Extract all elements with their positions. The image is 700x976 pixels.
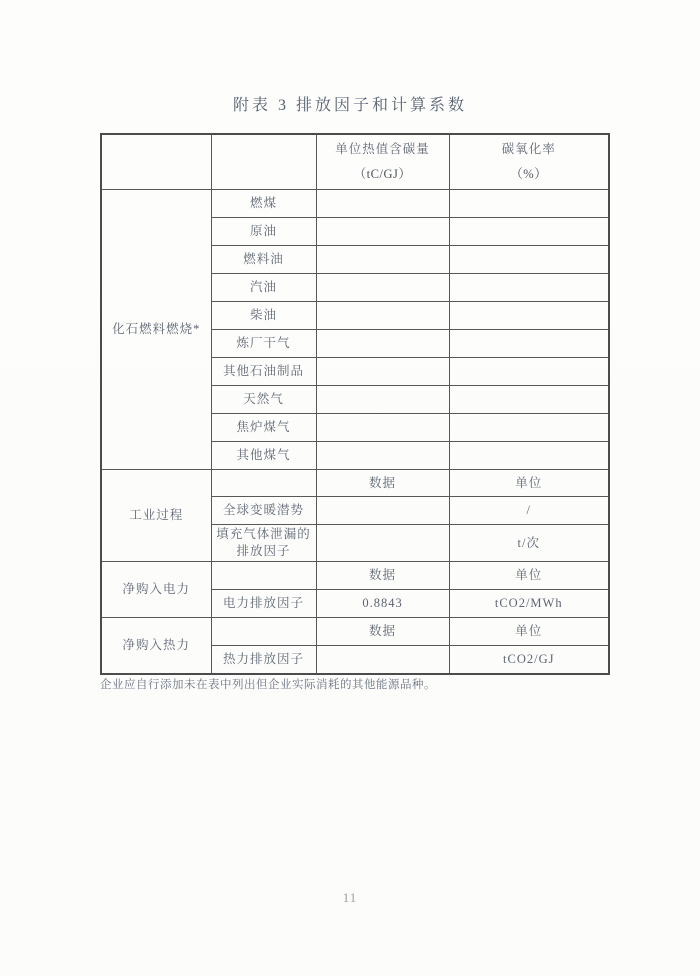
page-title: 附表 3 排放因子和计算系数: [232, 97, 467, 114]
fuel-label: 其他石油制品: [211, 358, 316, 386]
section-label-purchased-heat: 净购入热力: [101, 618, 211, 674]
item-label-cell: [211, 562, 316, 590]
carbon-content-cell: [316, 358, 449, 386]
fuel-label: 炼厂干气: [211, 330, 316, 358]
oxidation-rate-cell: [449, 246, 609, 274]
unit-cell: /: [449, 497, 609, 525]
fuel-label: 天然气: [211, 386, 316, 414]
carbon-content-header: [319, 135, 447, 189]
col-header-oxidation-rate: [449, 134, 609, 190]
carbon-content-cell: [316, 274, 449, 302]
oxidation-rate-cell: [449, 414, 609, 442]
data-cell: [316, 525, 449, 562]
carbon-content-cell: [316, 218, 449, 246]
data-subheader: 数据: [316, 562, 449, 590]
fuel-label: 其他煤气: [211, 442, 316, 470]
oxidation-rate-cell: [449, 274, 609, 302]
unit-subheader: 单位: [449, 562, 609, 590]
data-subheader: 数据: [316, 470, 449, 497]
item-label: 全球变暖潜势: [211, 497, 316, 525]
fuel-label: 汽油: [211, 274, 316, 302]
data-cell: [316, 646, 449, 674]
unit-subheader: 单位: [449, 618, 609, 646]
table-footnote: 企业应自行添加未在表中列出但企业实际消耗的其他能源品种。: [100, 679, 436, 691]
data-cell: [316, 497, 449, 525]
corner-cell-item: [211, 134, 316, 190]
unit-cell: t/次: [449, 525, 609, 562]
fuel-label: 原油: [211, 218, 316, 246]
unit-cell: tCO2/GJ: [449, 646, 609, 674]
col-header-carbon-content: [316, 134, 449, 190]
oxidation-rate-cell: [449, 358, 609, 386]
oxidation-rate-cell: [449, 190, 609, 218]
fuel-label: 燃料油: [211, 246, 316, 274]
fuel-label: 焦炉煤气: [211, 414, 316, 442]
item-label: 填充气体泄漏的排放因子: [211, 525, 316, 562]
section-label-fossil-fuel: 化石燃料燃烧*: [101, 190, 211, 470]
carbon-content-header-line2: （tC/GJ）: [353, 167, 412, 182]
unit-cell: tCO2/MWh: [449, 590, 609, 618]
carbon-content-cell: [316, 330, 449, 358]
item-label-cell: [211, 618, 316, 646]
item-label: 热力排放因子: [211, 646, 316, 674]
item-label-cell: [211, 470, 316, 497]
page-number: 11: [342, 890, 358, 905]
oxidation-rate-cell: [449, 302, 609, 330]
carbon-content-cell: [316, 442, 449, 470]
oxidation-rate-header-line1: 碳氧化率: [501, 142, 556, 157]
emission-factors-table: [100, 133, 610, 675]
oxidation-rate-cell: [449, 442, 609, 470]
oxidation-rate-cell: [449, 386, 609, 414]
corner-cell-section: [101, 134, 211, 190]
oxidation-rate-cell: [449, 330, 609, 358]
carbon-content-cell: [316, 190, 449, 218]
table-row-subheader: [101, 562, 609, 590]
oxidation-rate-cell: [449, 218, 609, 246]
table-row-subheader: [101, 618, 609, 646]
item-label: 电力排放因子: [211, 590, 316, 618]
table-row-fuel: [101, 190, 609, 218]
table-row-subheader: [101, 470, 609, 497]
carbon-content-cell: [316, 386, 449, 414]
fuel-label: 柴油: [211, 302, 316, 330]
carbon-content-header-line1: 单位热值含碳量: [335, 142, 430, 157]
section-label-purchased-electricity: 净购入电力: [101, 562, 211, 618]
carbon-content-cell: [316, 414, 449, 442]
fuel-label: 燃煤: [211, 190, 316, 218]
table-header-row: [101, 134, 609, 190]
data-subheader: 数据: [316, 618, 449, 646]
unit-subheader: 单位: [449, 470, 609, 497]
carbon-content-cell: [316, 246, 449, 274]
carbon-content-cell: [316, 302, 449, 330]
oxidation-rate-header: [452, 135, 607, 189]
oxidation-rate-header-line2: （%）: [510, 167, 548, 182]
section-label-industrial-process: 工业过程: [101, 470, 211, 562]
data-cell: 0.8843: [316, 590, 449, 618]
